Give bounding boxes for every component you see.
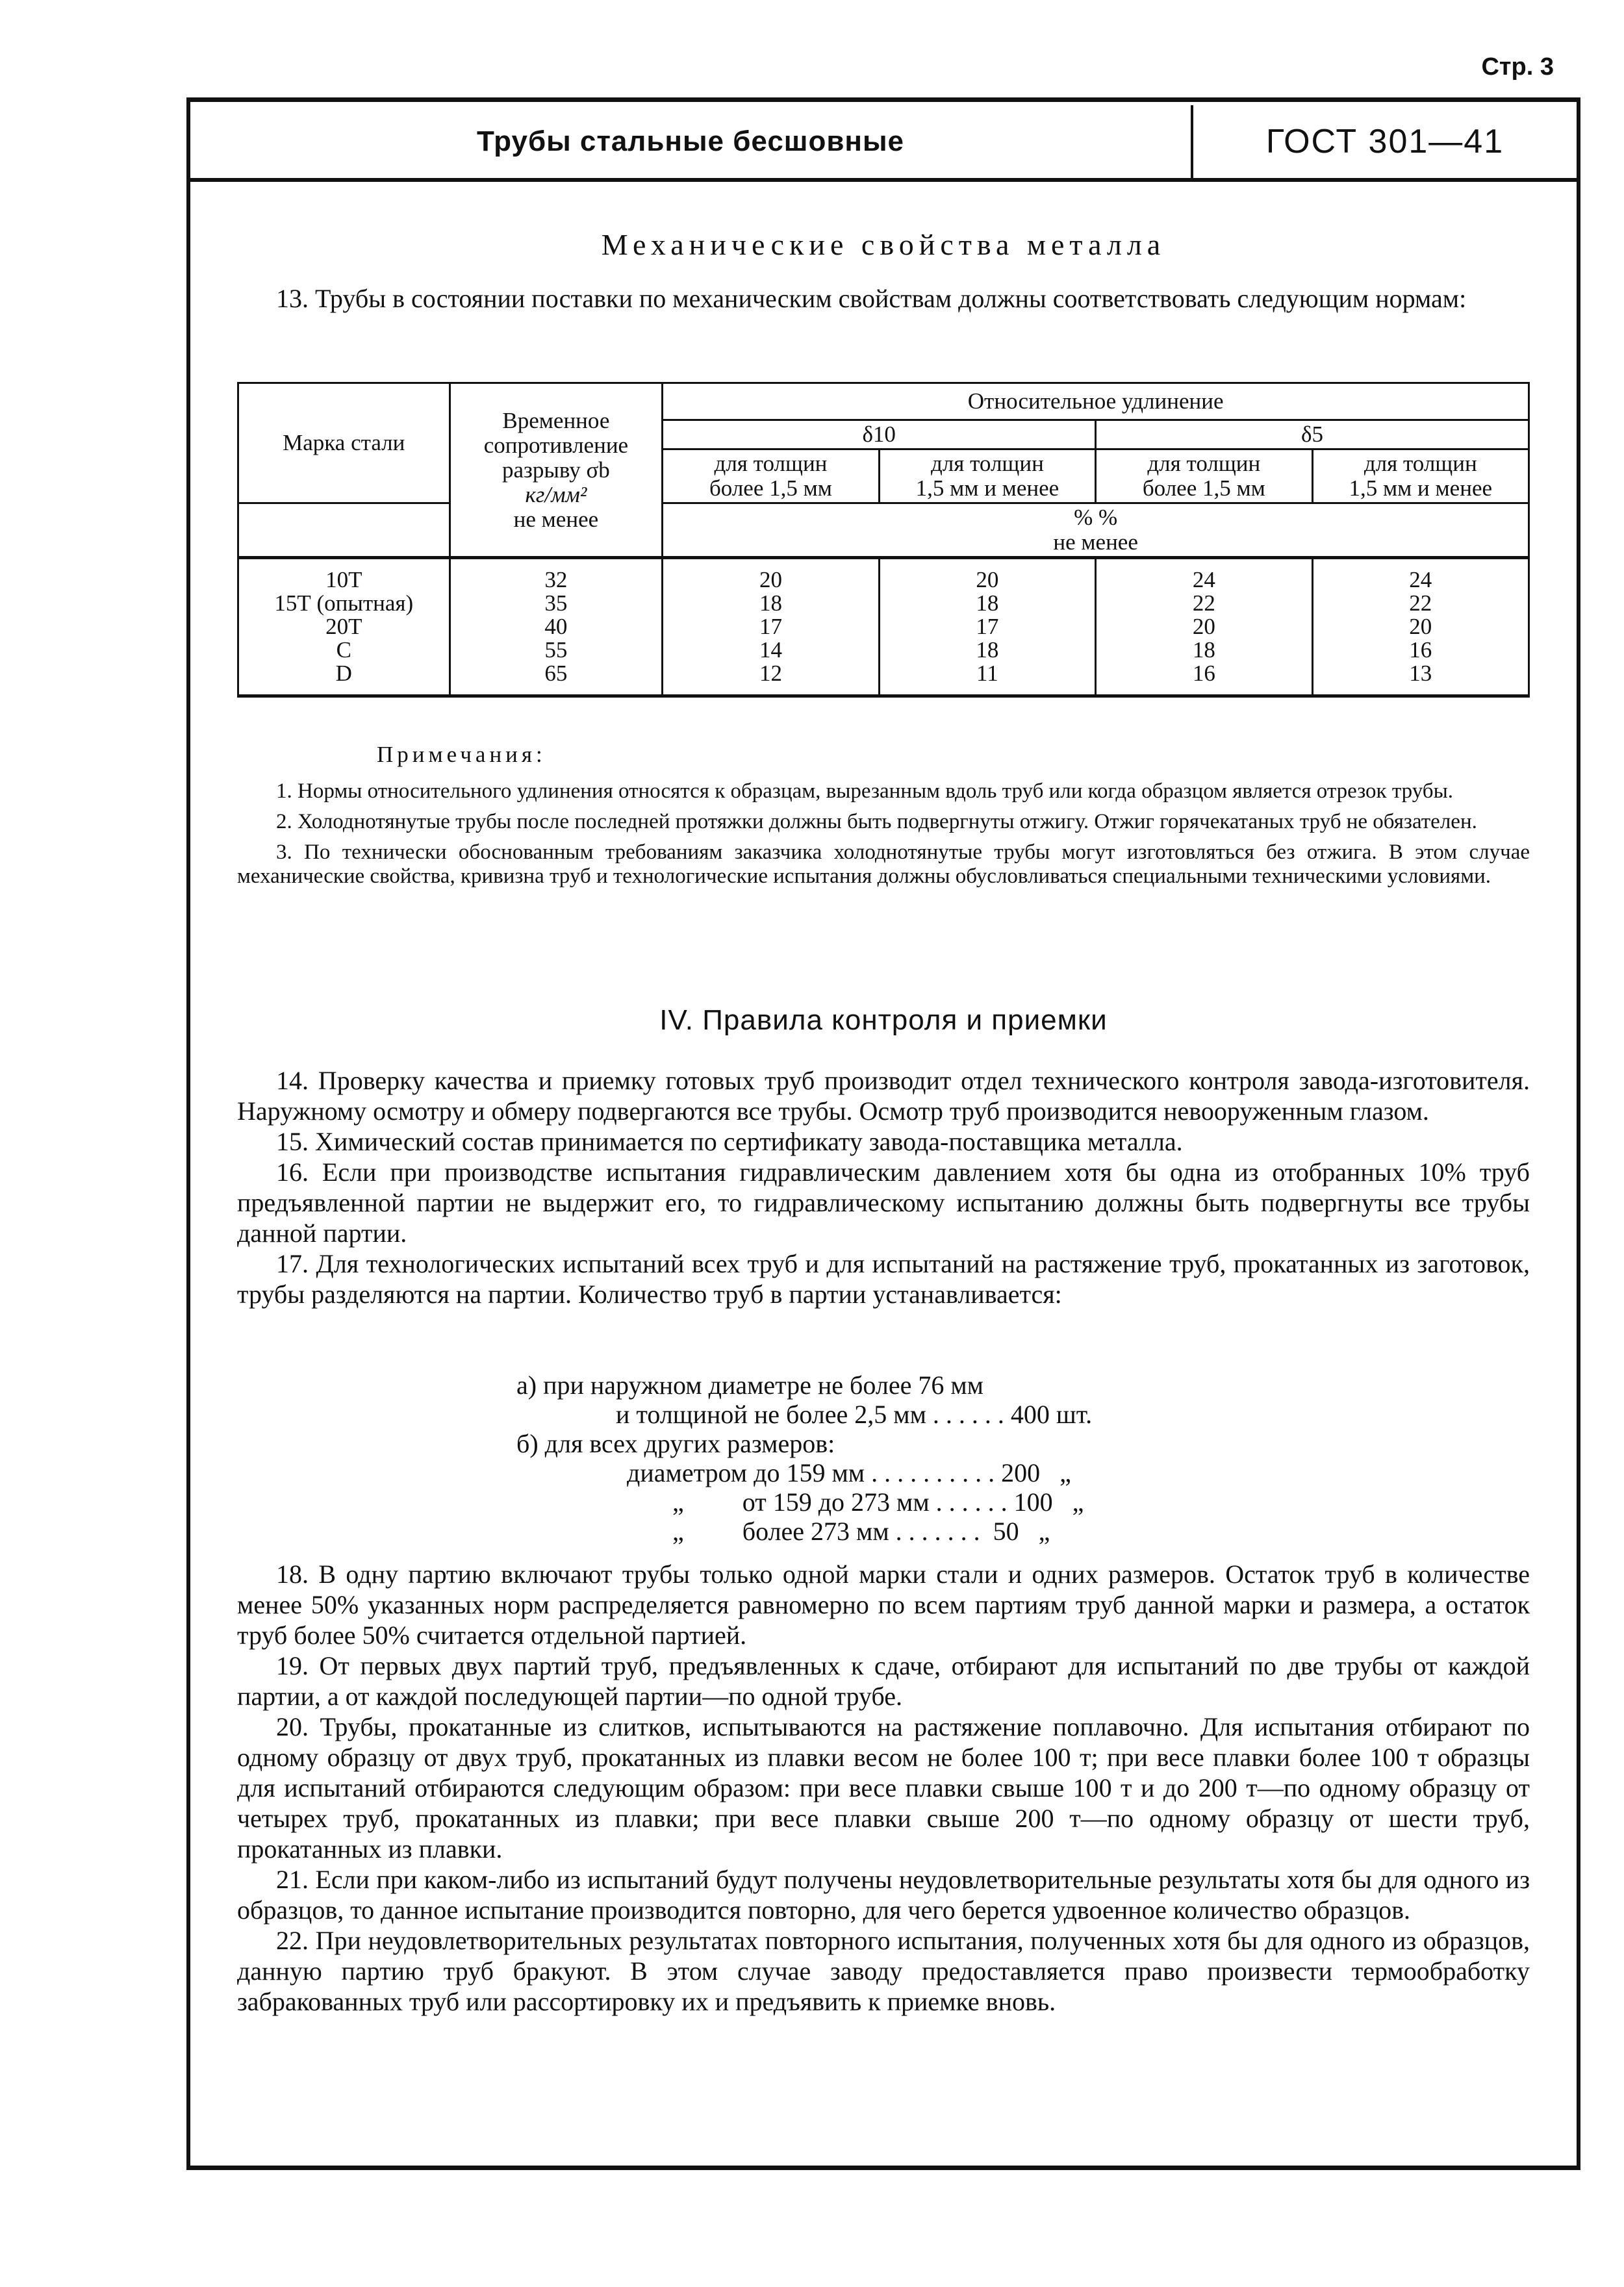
col-strength-header: [450, 383, 663, 558]
d5-more-cell: 16: [1192, 661, 1215, 686]
page-header: [190, 105, 1577, 178]
elongation-label: Относительное удлинение: [967, 388, 1224, 414]
paragraph-14: 14. Проверку качества и приемку готовых труб производит отдел технического контроля завода-изготовителя. Наружному осмотру и обмеру подвергаются все трубы. Осмотр труб производится невооруженным глазом.: [237, 1066, 1530, 1126]
grade-header-spacer: [238, 503, 450, 558]
mechanical-title: Механические свойства металла: [601, 228, 1166, 261]
mechanical-section: [237, 227, 1530, 262]
d5-less-cell: 16: [1409, 637, 1432, 663]
d10-more-cell: 20: [759, 567, 782, 592]
d5-more-column: [1096, 558, 1312, 696]
strength-column: [450, 558, 663, 696]
paragraph-22: 22. При неудовлетворительных результатах повторного испытания, полученных хотя бы для одного из образцов, данную партию труб бракуют. В этом случае заводу предоставляется право произвести термообработку забракованных труб или рассортировку их и предъявить к приемке вновь.: [237, 1926, 1530, 2016]
grade-cell: 20Т: [325, 614, 362, 639]
delta10-header: [663, 420, 1096, 449]
paragraph-19: 19. От первых двух партий труб, предъявленных к сдаче, отбирают для испытаний по две трубы от каждой партии, а от каждой последующей партии—по одной трубе.: [237, 1651, 1530, 1711]
d5-more-header: [1096, 449, 1312, 503]
notes-block: [237, 742, 1530, 895]
units-l1: % %: [1074, 505, 1118, 530]
strength-cell: 32: [544, 567, 568, 592]
d10-more-cell: 12: [759, 661, 782, 686]
list-line-b1: диаметром до 159 мм . . . . . . . . . . 200 „: [627, 1458, 1071, 1487]
strength-line-4: кг/мм²: [525, 481, 587, 507]
d5-less-cell: 13: [1409, 661, 1432, 686]
col-grade-label: Марка стали: [283, 430, 405, 455]
d5-less-header: [1312, 449, 1529, 503]
d10-less-header: [879, 449, 1095, 503]
d5-less-cell: 20: [1409, 614, 1432, 639]
d5-more-cell: 18: [1192, 637, 1215, 663]
delta10-label: δ10: [862, 422, 896, 447]
strength-line-2: сопротивление: [483, 432, 629, 458]
list-line-a2: и толщиной не более 2,5 мм . . . . . . 400 шт.: [616, 1400, 1093, 1429]
d10-less-cell: 17: [976, 614, 999, 639]
d5-less-cell: 22: [1409, 590, 1432, 616]
list-line-b3: „ более 273 мм . . . . . . . 50 „: [672, 1517, 1050, 1546]
strength-cell: 55: [544, 637, 568, 663]
paragraph-20: 20. Трубы, прокатанные из слитков, испытываются на растяжение поплавочно. Для испытания отбирают по одному образцу от двух труб, прокатанных из плавки весом не более 100 т; при весе плавки более 100 т образцы для испытаний отбираются следующим образом: при весе плавки свыше 100 т и до 200 т—по одному образцу от четырех труб, прокатанных из плавки; при весе плавки свыше 200 т—по одному образцу от шести труб, прокатанных из плавки.: [237, 1712, 1530, 1864]
strength-line-1: Временное: [502, 407, 610, 433]
d5-more-cell: 22: [1192, 590, 1215, 616]
list-line-b: б) для всех других размеров:: [516, 1429, 835, 1458]
note-2: 2. Холоднотянутые трубы после последней протяжки должны быть подвергнуты отжигу. Отжиг горячекатаных труб не обязателен.: [276, 810, 1477, 833]
paragraph-13-block: [237, 283, 1530, 314]
section-4-paragraphs-a: [237, 1065, 1530, 1309]
section-4-title: IV. Правила контроля и приемки: [659, 1004, 1108, 1036]
paragraph-18: 18. В одну партию включают трубы только одной марки стали и одних размеров. Остаток труб в количестве менее 50% указанных норм распределяется равномерно по всем партиям труб данной марки и размера, а остаток труб более 50% считается отдельной партией.: [237, 1560, 1530, 1650]
note-3: 3. По технически обоснованным требованиям заказчика холоднотянутые трубы могут изготовляться без отжига. В этом случае механические свойства, кривизна труб и технологические испытания должны обусловливаться специальными техническими условиями.: [237, 840, 1530, 888]
d10-more-header: [663, 449, 879, 503]
d10-more-l1: для толщин: [714, 451, 828, 476]
table-row: [238, 558, 1529, 696]
d5-more-l1: для толщин: [1147, 451, 1261, 476]
grade-cell: D: [335, 661, 352, 686]
paragraph-17: 17. Для технологических испытаний всех труб и для испытаний на растяжение труб, прокатанных из заготовок, трубы разделяются на партии. Количество труб в партии устанавливается:: [237, 1249, 1530, 1309]
header-rule: [186, 178, 1580, 182]
notes-title: Примечания:: [377, 742, 546, 767]
d5-less-l2: 1,5 мм и менее: [1349, 475, 1493, 501]
d10-less-column: [879, 558, 1095, 696]
d10-less-cell: 20: [976, 567, 999, 592]
section-4-heading-block: [237, 1004, 1530, 1037]
d10-less-cell: 11: [976, 661, 998, 686]
paragraph-15: 15. Химический состав принимается по сертификату завода-поставщика металла.: [276, 1127, 1183, 1156]
grade-cell: С: [336, 637, 351, 663]
paragraph-16: 16. Если при производстве испытания гидравлическим давлением хотя бы одна из отобранных 10% труб предъявленной партии не выдержит его, то гидравлическому испытанию должны быть подвергнуты все трубы данной партии.: [237, 1157, 1530, 1248]
list-line-b2: „ от 159 до 273 мм . . . . . . 100 „: [672, 1487, 1084, 1517]
list-line-a: а) при наружном диаметре не более 76 мм: [516, 1371, 983, 1400]
grade-cell: 10Т: [325, 567, 362, 592]
d10-more-column: [663, 558, 879, 696]
d10-more-cell: 17: [759, 614, 782, 639]
paragraph-21: 21. Если при каком-либо из испытаний будут получены неудовлетворительные результаты хотя бы для одного из образцов, то данное испытание производится повторно, для чего берется удвоенное количество образцов.: [237, 1865, 1530, 1925]
page-number: Стр. 3: [1481, 53, 1554, 81]
d5-less-l1: для толщин: [1364, 451, 1477, 476]
d10-more-l2: более 1,5 мм: [709, 475, 832, 501]
units-l2: не менее: [1053, 529, 1138, 555]
paragraph-13: 13. Трубы в состоянии поставки по механическим свойствам должны соответствовать следующим нормам:: [276, 284, 1467, 313]
note-1: 1. Нормы относительного удлинения относятся к образцам, вырезанным вдоль труб или когда образцом является отрезок трубы.: [276, 779, 1454, 803]
d10-less-cell: 18: [976, 590, 999, 616]
grade-cell: 15Т (опытная): [274, 590, 414, 616]
strength-line-5: не менее: [513, 506, 599, 532]
d10-more-cell: 14: [759, 637, 782, 663]
section-4-paragraphs-b: [237, 1559, 1530, 2017]
mechanical-properties-table: [237, 382, 1530, 698]
strength-cell: 65: [544, 661, 568, 686]
header-gost-number: ГОСТ 301—41: [1265, 123, 1504, 160]
units-header: [663, 503, 1529, 558]
strength-line-3: разрыву σb: [501, 457, 610, 483]
d10-less-l2: 1,5 мм и менее: [915, 475, 1059, 501]
d10-less-cell: 18: [976, 637, 999, 663]
delta5-label: δ5: [1301, 422, 1324, 447]
d10-more-cell: 18: [759, 590, 782, 616]
d5-more-l2: более 1,5 мм: [1142, 475, 1265, 501]
delta5-header: [1096, 420, 1529, 449]
bottom-rule: [186, 2166, 1580, 2170]
col-grade-header: [238, 383, 450, 503]
header-title: Трубы стальные бесшовные: [476, 125, 905, 157]
d5-more-cell: 20: [1192, 614, 1215, 639]
grade-column: [238, 558, 450, 696]
d5-less-column: [1312, 558, 1529, 696]
col-elongation-header: [663, 383, 1529, 420]
d5-less-cell: 24: [1409, 567, 1432, 592]
strength-cell: 35: [544, 590, 568, 616]
d10-less-l1: для толщин: [930, 451, 1044, 476]
top-rule: [186, 97, 1580, 102]
strength-cell: 40: [544, 614, 568, 639]
d5-more-cell: 24: [1192, 567, 1215, 592]
